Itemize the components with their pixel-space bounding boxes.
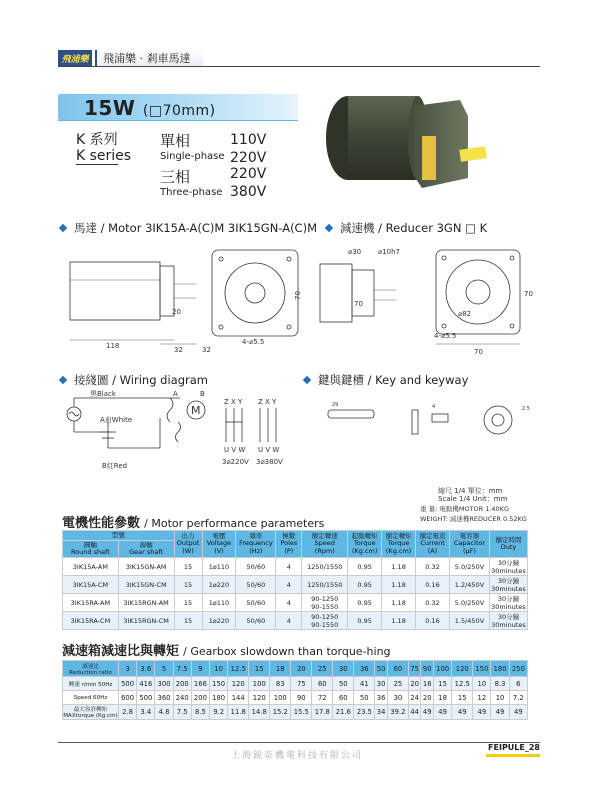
performance-table	[62, 530, 528, 630]
perf-cell: 90-1250 90-1550	[302, 594, 348, 612]
gear-cell: 34	[375, 705, 388, 720]
gear-cell: 200	[173, 677, 191, 691]
perf-cell: 30分鐘 30minutes	[491, 595, 526, 611]
gear-cell: 120	[228, 677, 249, 691]
perf-cell: 4	[276, 576, 302, 594]
perf-cell: 50/60	[236, 612, 276, 630]
perf-cell: 15	[174, 558, 202, 576]
perf-cell: 30分鐘 30minutes	[491, 559, 526, 575]
brand-logo: 飛浦樂	[58, 50, 92, 66]
perf-cell: 0.32	[416, 594, 450, 612]
spec-single-en: Single-phase	[160, 151, 225, 162]
perf-cell: 0.95	[348, 576, 382, 594]
dim-20: 20	[172, 308, 181, 316]
bullet-icon	[325, 224, 333, 232]
scale-cn: 縮尺 1/4 單位：mm	[438, 487, 503, 495]
gear-title	[62, 640, 391, 659]
perf-cell: 3IK15GN-AM	[118, 558, 174, 576]
perf-cell: 3IK15A-AM	[63, 558, 119, 576]
gear-cell: 15	[434, 677, 452, 691]
perf-cell: 4	[276, 594, 302, 612]
gear-cell: 17.8	[312, 705, 333, 720]
banner-underline	[58, 120, 298, 121]
perf-header-round: 圓軸 Round shaft	[63, 541, 119, 558]
gear-cell: 60	[333, 691, 354, 705]
gear-cell: 14.8	[249, 705, 270, 720]
gear-cell: 49	[509, 705, 527, 720]
perf-cell: 15	[174, 612, 202, 630]
gear-cell: 500	[119, 677, 137, 691]
gear-cell: 83	[270, 677, 291, 691]
perf-row	[63, 612, 528, 630]
gear-cell: 166	[191, 677, 209, 691]
gear-cell: 10	[473, 677, 491, 691]
gear-row	[63, 691, 528, 705]
gear-cell: 150	[473, 661, 491, 677]
gear-cell: 144	[228, 691, 249, 705]
reducer-section-label: 減速機 / Reducer 3GN □ K	[340, 221, 488, 235]
gear-cell: 7.5	[173, 705, 191, 720]
gear-cell: 60	[387, 661, 408, 677]
v220: 3⌀220V	[222, 458, 249, 466]
gear-row-label: 最大容許轉矩 MAXtorque (Kg.cm)	[63, 705, 119, 720]
gear-cell: 15	[249, 661, 270, 677]
reducer-drawing	[318, 240, 540, 360]
dim-30: ⌀30	[348, 248, 362, 256]
gear-cell: 21.6	[333, 705, 354, 720]
spec-single-v1: 110V	[230, 132, 267, 148]
perf-header-model: 型號	[63, 531, 175, 541]
perf-cell: 0.32	[416, 558, 450, 576]
perf-header-capacitor: 電容器 Capacitor (μF)	[450, 531, 490, 558]
gear-cell: 41	[354, 677, 375, 691]
gear-cell: 150	[210, 677, 228, 691]
dim-32a: 32	[174, 346, 183, 354]
perf-cell: 3IK15RA-AM	[63, 594, 119, 612]
wire-black: 黒Black	[90, 390, 116, 398]
perf-header-gear: 齒軸 Gear shaft	[118, 541, 174, 558]
gear-cell: 8.5	[191, 705, 209, 720]
zxy-220: Z X Y	[224, 398, 243, 406]
gear-cell: 25	[387, 677, 408, 691]
gear-row	[63, 705, 528, 720]
gear-cell: 4.8	[155, 705, 173, 720]
gear-cell: 49	[473, 705, 491, 720]
perf-row	[63, 558, 528, 576]
key-section-title	[304, 372, 468, 388]
perf-header-duty: 額定時間 Duty	[489, 531, 527, 558]
gear-cell: 360	[155, 691, 173, 705]
dim-70a: 70	[294, 291, 302, 300]
dim-32b: 32	[202, 346, 211, 354]
uvw-220: U V W	[224, 446, 246, 454]
perf-header-voltage: 電壓 Voltage (V)	[202, 531, 236, 558]
gear-cell: 120	[249, 691, 270, 705]
gear-cell: 72	[312, 691, 333, 705]
gear-cell: 30	[333, 661, 354, 677]
motor-photo	[310, 78, 490, 198]
gear-cell: 250	[509, 661, 527, 677]
gear-cell: 9.2	[210, 705, 228, 720]
bullet-icon	[59, 376, 67, 384]
spec-three-cn: 三相	[160, 168, 191, 186]
dim-70d: 70	[474, 348, 483, 356]
gear-row	[63, 661, 528, 677]
perf-cell: 50/60	[236, 558, 276, 576]
gear-cell: 200	[191, 691, 209, 705]
bullet-icon	[303, 376, 311, 384]
dim-29: 29	[332, 402, 339, 408]
gear-cell: 90	[291, 691, 312, 705]
gear-cell: 416	[137, 677, 155, 691]
series-block	[76, 132, 131, 164]
dim-4: 4	[432, 404, 436, 410]
header-title: 飛浦樂 · 剎車馬達	[95, 50, 203, 66]
gear-cell: 49	[421, 705, 434, 720]
key-drawing	[322, 394, 540, 444]
gear-row-label: 轉速 r/min 50Hz	[63, 677, 119, 691]
spec-single	[160, 130, 225, 162]
perf-cell: 90-1250 90-1550	[302, 612, 348, 630]
gear-cell: 300	[155, 677, 173, 691]
gear-cell: 18	[434, 691, 452, 705]
perf-cell: 1⌀220	[202, 576, 236, 594]
series-en: K series	[76, 148, 132, 164]
dim-118: 118	[106, 342, 120, 350]
perf-cell: 0.95	[348, 612, 382, 630]
perf-cell: 5.0/250V	[450, 558, 490, 576]
gear-cell: 240	[173, 691, 191, 705]
gear-cell: 50	[375, 661, 388, 677]
spec-three-v1: 220V	[230, 166, 267, 182]
perf-cell: 15	[174, 594, 202, 612]
perf-cell: 1⌀110	[202, 558, 236, 576]
spec-three	[160, 166, 222, 198]
gear-cell: 36	[375, 691, 388, 705]
gear-cell: 500	[137, 691, 155, 705]
perf-cell: 1250/1550	[302, 558, 348, 576]
gear-cell: 44	[408, 705, 421, 720]
perf-cell: 4	[276, 558, 302, 576]
perf-cell: 1250/1550	[302, 576, 348, 594]
gear-cell: 23.5	[354, 705, 375, 720]
perf-cell: 1.18	[382, 612, 416, 630]
weight-line2: WEIGHT: 減速機REDUCER 0.52KG	[420, 515, 527, 523]
series-underline	[76, 164, 118, 165]
gear-cell: 5	[155, 661, 173, 677]
gear-cell: 6	[509, 677, 527, 691]
weight-line1: 重 量: 電動機MOTOR 1.40KG	[420, 505, 509, 513]
footer-company: 上海鋭奈機電科技有限公司	[230, 751, 363, 761]
gear-cell: 100	[434, 661, 452, 677]
model-power: 15W	[84, 96, 136, 120]
perf-title-cn: 電機性能參數	[62, 516, 141, 531]
perf-cell: 30分鐘 30minutes	[491, 613, 526, 629]
gear-cell: 49	[491, 705, 509, 720]
perf-cell: 1.18	[382, 576, 416, 594]
perf-cell: 0.95	[348, 558, 382, 576]
wire-white: A白White	[100, 416, 133, 424]
motor-section-title	[60, 220, 317, 236]
perf-cell: 3IK15A-CM	[63, 576, 119, 594]
gear-cell: 90	[421, 661, 434, 677]
gear-cell: 3	[119, 661, 137, 677]
perf-cell: 50/60	[236, 594, 276, 612]
gear-cell: 20	[408, 677, 421, 691]
perf-cell: 3IK15RGN-CM	[118, 612, 174, 630]
gear-cell: 12	[473, 691, 491, 705]
gear-cell: 49	[434, 705, 452, 720]
gear-cell: 7.2	[509, 691, 527, 705]
perf-header-output: 出力 Output (W)	[174, 531, 202, 558]
perf-row	[63, 594, 528, 612]
gear-cell: 60	[312, 677, 333, 691]
gear-cell: 10	[491, 691, 509, 705]
gear-cell: 12.5	[228, 661, 249, 677]
gear-cell: 50	[333, 677, 354, 691]
perf-cell: 0.16	[416, 576, 450, 594]
perf-header-torque: 額定轉矩 Torque (Kg.cm)	[382, 531, 416, 558]
page-number: FEIPULE_28	[486, 743, 540, 757]
gear-cell: 180	[210, 691, 228, 705]
gear-table	[62, 660, 528, 720]
gear-cell: 50	[354, 691, 375, 705]
bullet-icon	[59, 224, 67, 232]
perf-cell: 5.0/250V	[450, 594, 490, 612]
perf-cell: 3IK15GN-CM	[118, 576, 174, 594]
gear-cell: 3.6	[137, 661, 155, 677]
dim-455b: 4-⌀5.5	[434, 332, 457, 340]
gear-cell: 7.5	[173, 661, 191, 677]
zxy-380: Z X Y	[258, 398, 277, 406]
perf-cell: 1.5/450V	[450, 612, 490, 630]
spec-single-cn: 單相	[160, 132, 191, 150]
gear-cell: 8.3	[491, 677, 509, 691]
perf-cell: 3IK15RGN-AM	[118, 594, 174, 612]
motor-section-label: 馬達 / Motor 3IK15A-A(C)M 3IK15GN-A(C)M	[74, 221, 317, 235]
spec-three-v2: 380V	[230, 184, 267, 200]
dim-70b: 70	[354, 300, 363, 308]
dim-82: ⌀82	[458, 310, 472, 318]
spec-single-v2: 220V	[230, 150, 267, 166]
perf-cell: 3IK15RA-CM	[63, 612, 119, 630]
dim-70c: 70	[524, 290, 533, 298]
gear-cell: 100	[270, 691, 291, 705]
perf-header-start-torque: 起動轉矩 Torque (Kg.cm)	[348, 531, 382, 558]
gear-cell: 600	[119, 691, 137, 705]
gear-cell: 39.2	[387, 705, 408, 720]
gear-row	[63, 677, 528, 691]
model-frame: (□70mm)	[142, 103, 216, 119]
gear-cell: 18	[270, 661, 291, 677]
perf-header-row	[63, 531, 528, 541]
wire-b: B	[200, 390, 205, 398]
gear-cell: 36	[354, 661, 375, 677]
perf-cell: 50/60	[236, 576, 276, 594]
gear-cell: 180	[491, 661, 509, 677]
perf-header-poles: 極數 Poles (P)	[276, 531, 302, 558]
gear-row-label: Speed 60Hz	[63, 691, 119, 705]
gear-cell: 75	[408, 661, 421, 677]
gear-row-label: 減速比 Reduction ratio	[63, 661, 119, 677]
uvw-380: U V W	[258, 446, 280, 454]
gear-cell: 15	[452, 691, 473, 705]
wiring-diagram	[60, 388, 290, 478]
perf-header-current: 額定電流 Current (A)	[416, 531, 450, 558]
perf-row	[63, 576, 528, 594]
gear-cell: 100	[249, 677, 270, 691]
gear-title-cn: 減速箱減速比與轉矩	[62, 644, 180, 659]
perf-cell: 4	[276, 612, 302, 630]
perf-header-frequency: 頻率 Frequency (Hz)	[236, 531, 276, 558]
model-title	[84, 96, 216, 120]
perf-cell: 1.18	[382, 558, 416, 576]
wire-red: B紅Red	[102, 462, 128, 470]
gear-cell: 10	[210, 661, 228, 677]
perf-cell: 1⌀220	[202, 612, 236, 630]
perf-cell: 15	[174, 576, 202, 594]
dim-455a: 4-⌀5.5	[242, 338, 265, 346]
gear-cell: 11.8	[228, 705, 249, 720]
gear-cell: 20	[421, 691, 434, 705]
motor-drawing	[66, 240, 306, 360]
wire-a: A	[173, 390, 178, 398]
gear-cell: 30	[387, 691, 408, 705]
gear-cell: 75	[291, 677, 312, 691]
gear-cell: 49	[452, 705, 473, 720]
series-cn: K 系列	[76, 132, 118, 148]
reducer-section-title	[326, 220, 487, 236]
perf-header-speed: 額定轉速 Speed (Rpm)	[302, 531, 348, 558]
scale-en: Scale 1/4 Unit：mm	[438, 495, 508, 503]
gear-title-en: / Gearbox slowdown than torque-hing	[183, 645, 391, 658]
gear-cell: 15.2	[270, 705, 291, 720]
gear-cell: 30	[375, 677, 388, 691]
gear-cell: 20	[291, 661, 312, 677]
gear-cell: 120	[452, 661, 473, 677]
motor-m: M	[191, 404, 201, 417]
spec-three-en: Three-phase	[160, 187, 223, 198]
gear-cell: 24	[408, 691, 421, 705]
gear-cell: 3.4	[137, 705, 155, 720]
gear-cell: 2.8	[119, 705, 137, 720]
wiring-section-label: 接綫圖 / Wiring diagram	[74, 373, 208, 387]
key-section-label: 鍵與鍵槽 / Key and keyway	[318, 373, 469, 387]
gear-cell: 16	[421, 677, 434, 691]
dim-25: 2.5	[522, 406, 530, 412]
wiring-section-title	[60, 372, 208, 388]
perf-title-en: / Motor performance parameters	[144, 517, 325, 530]
footer-rule	[58, 742, 540, 743]
gear-cell: 25	[312, 661, 333, 677]
gear-cell: 15.5	[291, 705, 312, 720]
perf-cell: 30分鐘 30minutes	[491, 577, 526, 593]
perf-cell: 1.18	[382, 594, 416, 612]
perf-cell: 1⌀110	[202, 594, 236, 612]
perf-cell: 1.2/450V	[450, 576, 490, 594]
gear-cell: 9	[191, 661, 209, 677]
perf-title	[62, 512, 324, 531]
dim-10: ⌀10h7	[378, 248, 401, 256]
perf-cell: 0.16	[416, 612, 450, 630]
gear-cell: 12.5	[452, 677, 473, 691]
v380: 3⌀380V	[256, 458, 283, 466]
perf-cell: 0.95	[348, 594, 382, 612]
